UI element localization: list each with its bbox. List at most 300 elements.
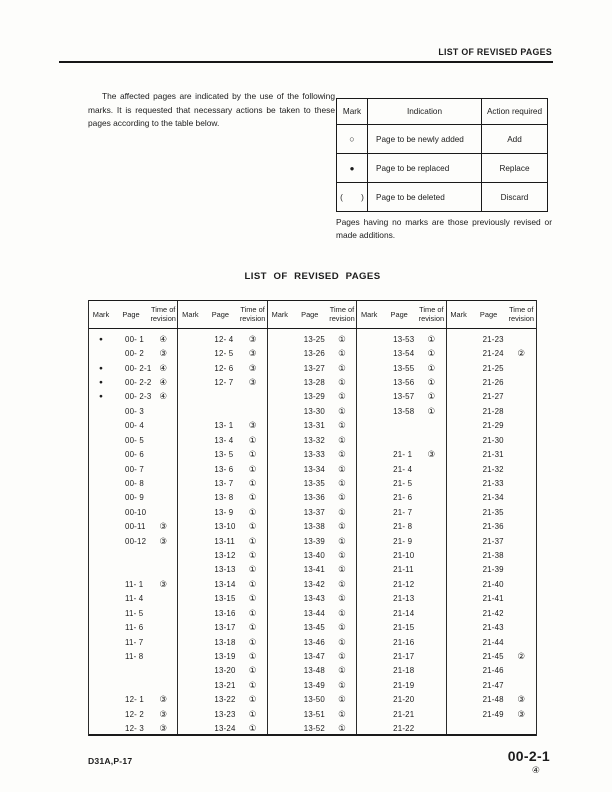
table-row [357,664,445,678]
revision-time-cell: ① [248,694,257,705]
page-cell: 13-47 [303,651,325,661]
table-row [178,404,266,418]
table-row [89,462,177,476]
table-row [268,707,356,721]
page-cell: 00-12 [125,536,147,546]
revision-time-cell: ① [338,362,346,373]
table-row [268,505,356,519]
column-header-page: Page [122,310,140,319]
revised-table-title: LIST OF REVISED PAGES [244,271,381,282]
table-row [178,390,266,404]
column-header-revision: Time of revision [418,304,445,323]
table-row [357,433,445,447]
revision-time-cell: ① [338,694,346,705]
page-cell: 21-22 [393,724,415,734]
table-row [89,404,177,418]
table-row [357,649,445,663]
page-cell: 13-11 [214,536,235,546]
column-header-mark: Mark [271,310,288,319]
table-row [178,721,266,735]
replace-mark-cell: ● [99,364,103,372]
revision-time-cell: ③ [427,449,436,460]
table-row [447,404,536,418]
table-row [268,390,356,404]
page-cell: 13-52 [303,724,325,734]
page-cell: 13-23 [214,709,236,719]
page-cell: 21-19 [393,680,415,690]
table-row [178,548,266,562]
revision-time-cell: ③ [248,420,257,431]
replace-mark-cell: ● [99,335,103,343]
page-cell: 21-14 [393,608,415,618]
table-row [447,592,536,606]
revision-time-cell: ① [338,463,346,474]
revision-time-cell: ① [338,593,346,604]
page-cell: 21-31 [482,450,504,460]
revision-time-cell: ① [248,535,257,546]
column-header-page: Page [479,310,498,319]
page-cell: 21-25 [482,363,504,373]
page-cell: 00-10 [125,507,147,517]
table-row [89,606,177,620]
table-row [357,462,445,476]
column-header-revision: Time of revision [150,304,176,323]
table-row [357,505,445,519]
table-row [268,462,356,476]
revision-time-cell: ① [248,679,257,690]
page-cell: 13-33 [303,450,325,460]
table-row [89,505,177,519]
table-row [357,346,445,360]
table-row [178,678,266,692]
page-cell: 21-15 [393,623,415,633]
page-cell: 13-16 [214,608,236,618]
table-row [447,346,536,360]
page-cell: 21- 4 [393,464,413,474]
page-cell: 13- 5 [214,450,234,460]
table-row [357,721,445,735]
revision-time-cell: ① [338,449,346,460]
page-cell: 21-47 [482,680,504,690]
table-row [357,577,445,591]
table-row [268,419,356,433]
page-cell: 12- 6 [214,363,234,373]
revision-time-cell: ① [338,376,346,387]
page-cell: 00- 3 [125,406,144,416]
table-row [178,332,266,346]
revision-time-cell: ③ [159,708,168,719]
table-row [89,721,177,735]
page-cell: 13-48 [303,666,325,676]
table-row [89,433,177,447]
revision-time-cell: ① [248,665,257,676]
page-cell: 00- 4 [125,421,144,431]
revision-time-cell: ① [338,521,346,532]
column-header-page: Page [301,310,319,319]
page-cell: 13-24 [214,724,236,734]
revision-time-cell: ③ [248,333,257,344]
table-row [268,606,356,620]
page-cell: 13-37 [303,507,325,517]
revised-table-body [89,329,536,736]
table-row [268,332,356,346]
action-text: Add [507,134,522,144]
page-cell: 21-44 [482,637,504,647]
table-row [447,635,536,649]
page-cell: 21-21 [393,709,415,719]
table-row [447,664,536,678]
page-cell: 21- 9 [393,536,413,546]
page-cell: 21- 6 [393,493,413,503]
table-row [447,548,536,562]
page-cell: 21-37 [482,536,504,546]
page-cell: 13-46 [303,637,325,647]
revision-time-cell: ① [248,521,257,532]
page-cell: 11- 6 [125,623,144,633]
page-cell: 13-12 [214,551,236,561]
column-header-page: Page [390,310,408,319]
page-number: 00-2-1 [507,748,550,764]
marks-header-mark: Mark [337,99,368,124]
revision-time-cell: ④ [159,362,168,373]
revision-time-cell: ③ [159,521,168,532]
table-row [447,361,536,375]
table-row [178,361,266,375]
revision-time-cell: ① [248,578,257,589]
page-cell: 13-19 [214,651,236,661]
page-cell: 13- 7 [214,478,234,488]
table-row [447,375,536,389]
indication-text: Page to be deleted [368,183,482,211]
page-cell: 21-36 [482,522,504,532]
page-cell: 21- 8 [393,522,413,532]
page-cell: 13-21 [214,680,236,690]
document-code: D31A,P-17 [88,756,133,766]
revision-time-cell: ① [248,607,257,618]
table-row [268,678,356,692]
page-cell: 13-15 [214,594,236,604]
revision-time-cell: ① [338,636,346,647]
table-row [268,548,356,562]
revision-time-cell: ① [248,477,257,488]
page-cell: 13-28 [303,377,325,387]
revision-time-cell: ① [248,550,257,561]
page-cell: 13-18 [214,637,236,647]
revision-time-cell: ③ [159,348,168,359]
revision-time-cell: ① [427,348,436,359]
table-row [178,519,266,533]
column-header-mark: Mark [182,310,199,319]
revision-time-cell: ① [338,506,346,517]
page-cell: 21-39 [482,565,504,575]
table-row [89,447,177,461]
indication-text: Page to be replaced [368,154,482,182]
page-cell: 21- 5 [393,478,413,488]
revision-time-cell: ① [338,391,346,402]
page-cell: 13-31 [303,421,325,431]
page-cell: 13-39 [303,536,325,546]
revision-time-cell: ① [338,550,346,561]
table-row [357,707,445,721]
table-row [89,361,177,375]
revision-time-cell: ① [338,420,346,431]
page-cell: 21-24 [482,349,504,359]
page-cell: 11- 7 [125,637,144,647]
page-cell: 21- 7 [393,507,413,517]
table-row [357,620,445,634]
table-row [447,563,536,577]
page-cell: 11- 4 [125,594,144,604]
page-cell: 12- 4 [214,334,234,344]
table-row [357,635,445,649]
column-header-revision: Time of revision [239,304,266,323]
table-row [447,332,536,346]
revision-time-cell: ① [427,362,436,373]
table-row [447,577,536,591]
page-cell: 13-38 [303,522,325,532]
page-cell: 00- 2-1 [125,363,152,373]
table-row [89,519,177,533]
revision-time-cell: ③ [159,535,168,546]
revision-time-cell: ① [338,665,346,676]
revision-time-cell: ① [248,434,257,445]
page-cell: 00-11 [125,522,146,532]
page-cell: 13-57 [393,392,415,402]
revised-table-column [178,329,267,734]
table-row [178,346,266,360]
table-row [268,577,356,591]
revision-time-cell: ① [248,636,257,647]
page-cell: 13-26 [303,349,325,359]
table-row [268,433,356,447]
table-row [447,693,536,707]
table-row [268,721,356,735]
marks-table-row [337,153,547,182]
table-row [357,390,445,404]
table-row [268,361,356,375]
table-row [89,620,177,634]
table-row [447,678,536,692]
page-cell: 21-49 [482,709,504,719]
table-row [178,635,266,649]
table-row [178,563,266,577]
revision-time-cell: ① [248,593,257,604]
table-row [178,433,266,447]
table-row [447,419,536,433]
page-cell: 13-51 [303,709,325,719]
action-text: Replace [499,163,530,173]
table-row [268,620,356,634]
page-cell: 21-10 [393,551,415,561]
table-row [447,476,536,490]
indication-text: Page to be newly added [368,125,482,153]
page-cell: 00- 1 [125,334,144,344]
marks-header-indication: Indication [368,99,482,124]
revision-time-cell: ① [338,650,346,661]
table-row [89,563,177,577]
table-row [178,620,266,634]
table-row [357,693,445,707]
revision-time-cell: ③ [159,578,168,589]
table-row [89,664,177,678]
deleted-parentheses-icon: ( ) [337,183,368,211]
revision-time-cell: ① [338,679,346,690]
revision-time-cell: ① [248,708,257,719]
page-cell: 21-26 [482,377,504,387]
table-row [89,592,177,606]
action-text: Discard [500,192,529,202]
table-row [89,346,177,360]
table-row [268,563,356,577]
replace-mark-cell: ● [99,378,103,386]
table-row [178,534,266,548]
page-cell: 21-20 [393,695,415,705]
marks-legend-table [336,98,548,212]
table-row [447,491,536,505]
marks-table-row [337,182,547,211]
table-row [447,390,536,404]
table-row [447,707,536,721]
page-cell: 13- 6 [214,464,234,474]
column-header-mark: Mark [360,310,378,319]
page-cell: 00- 2 [125,349,144,359]
revision-time-cell: ① [338,607,346,618]
column-header-mark: Mark [450,310,467,319]
revision-time-cell: ① [338,578,346,589]
page-cell: 21-42 [482,608,504,618]
revised-table-header-group [89,301,178,328]
table-row [268,476,356,490]
page-cell: 13-42 [303,579,325,589]
column-header-page: Page [211,310,230,319]
revision-time-cell: ③ [248,348,257,359]
page-cell: 13-29 [303,392,325,402]
table-row [447,606,536,620]
table-row [89,375,177,389]
page-cell: 13-10 [214,522,236,532]
table-row [447,519,536,533]
revised-table-header-group [268,301,357,328]
page-header-title: LIST OF REVISED PAGES [438,47,552,57]
column-header-revision: Time of revision [508,304,534,323]
page-cell: 00- 2-2 [125,377,152,387]
page-cell: 00- 5 [125,435,144,445]
page-cell: 13-40 [303,551,325,561]
table-row [357,548,445,562]
table-row [268,635,356,649]
revision-time-cell: ① [338,622,346,633]
table-row [178,649,266,663]
table-row [357,534,445,548]
marks-note: Pages having no marks are those previously revised or made additions. [336,217,552,240]
table-row [357,419,445,433]
page-revision-mark: ④ [531,765,540,775]
table-row [89,332,177,346]
page-cell: 21- 1 [393,450,413,460]
page-cell: 13-20 [214,666,236,676]
page-cell: 13- 8 [214,493,234,503]
page-cell: 12- 1 [125,695,144,705]
page-cell: 21-35 [482,507,504,517]
page-cell: 13-41 [303,565,325,575]
page-cell: 12- 5 [214,349,234,359]
page-cell: 21-48 [482,695,504,705]
page-cell: 13-17 [214,623,236,633]
table-row [89,707,177,721]
revision-time-cell: ① [427,405,436,416]
table-row [268,447,356,461]
table-row [357,563,445,577]
table-row [268,346,356,360]
table-row [89,577,177,591]
page-cell: 13-22 [214,695,236,705]
revision-time-cell: ① [338,708,346,719]
revised-table-header-group [447,301,536,328]
page-cell: 21-27 [482,392,504,402]
table-row [89,678,177,692]
page-cell: 13-27 [303,363,325,373]
revision-time-cell: ② [517,348,526,359]
table-row [178,375,266,389]
page-cell: 21-17 [393,651,415,661]
table-row [447,721,536,735]
table-row [178,592,266,606]
table-row [178,505,266,519]
revision-time-cell: ④ [159,391,168,402]
table-row [178,664,266,678]
page-cell: 11- 5 [125,608,144,618]
revised-pages-table [88,300,537,736]
table-row [357,491,445,505]
table-row [357,476,445,490]
revised-table-column [89,329,178,734]
page-cell: 21-45 [482,651,504,661]
table-row [447,447,536,461]
page-cell: 13-44 [303,608,325,618]
table-row [89,476,177,490]
table-row [178,476,266,490]
page-cell: 21-43 [482,623,504,633]
page-cell: 13-14 [214,579,236,589]
revision-time-cell: ④ [159,376,168,387]
revision-time-cell: ③ [159,694,168,705]
page-cell: 13-43 [303,594,325,604]
revision-time-cell: ③ [248,362,257,373]
page-cell: 13-50 [303,695,325,705]
replace-mark-cell: ● [99,393,103,401]
revised-table-column [268,329,357,734]
table-row [178,462,266,476]
table-row [268,592,356,606]
revision-time-cell: ① [248,449,257,460]
table-row [268,491,356,505]
table-row [357,375,445,389]
table-row [447,534,536,548]
revision-time-cell: ① [427,376,436,387]
page-cell: 11- 1 [125,579,144,589]
revision-time-cell: ③ [517,708,526,719]
revision-time-cell: ① [338,723,346,734]
revision-time-cell: ① [248,723,257,734]
revised-table-column [357,329,446,734]
page-cell: 21-34 [482,493,504,503]
table-row [357,332,445,346]
table-row [178,577,266,591]
revision-time-cell: ① [338,333,346,344]
table-row [268,375,356,389]
revision-time-cell: ① [338,492,346,503]
header-rule [59,61,553,63]
